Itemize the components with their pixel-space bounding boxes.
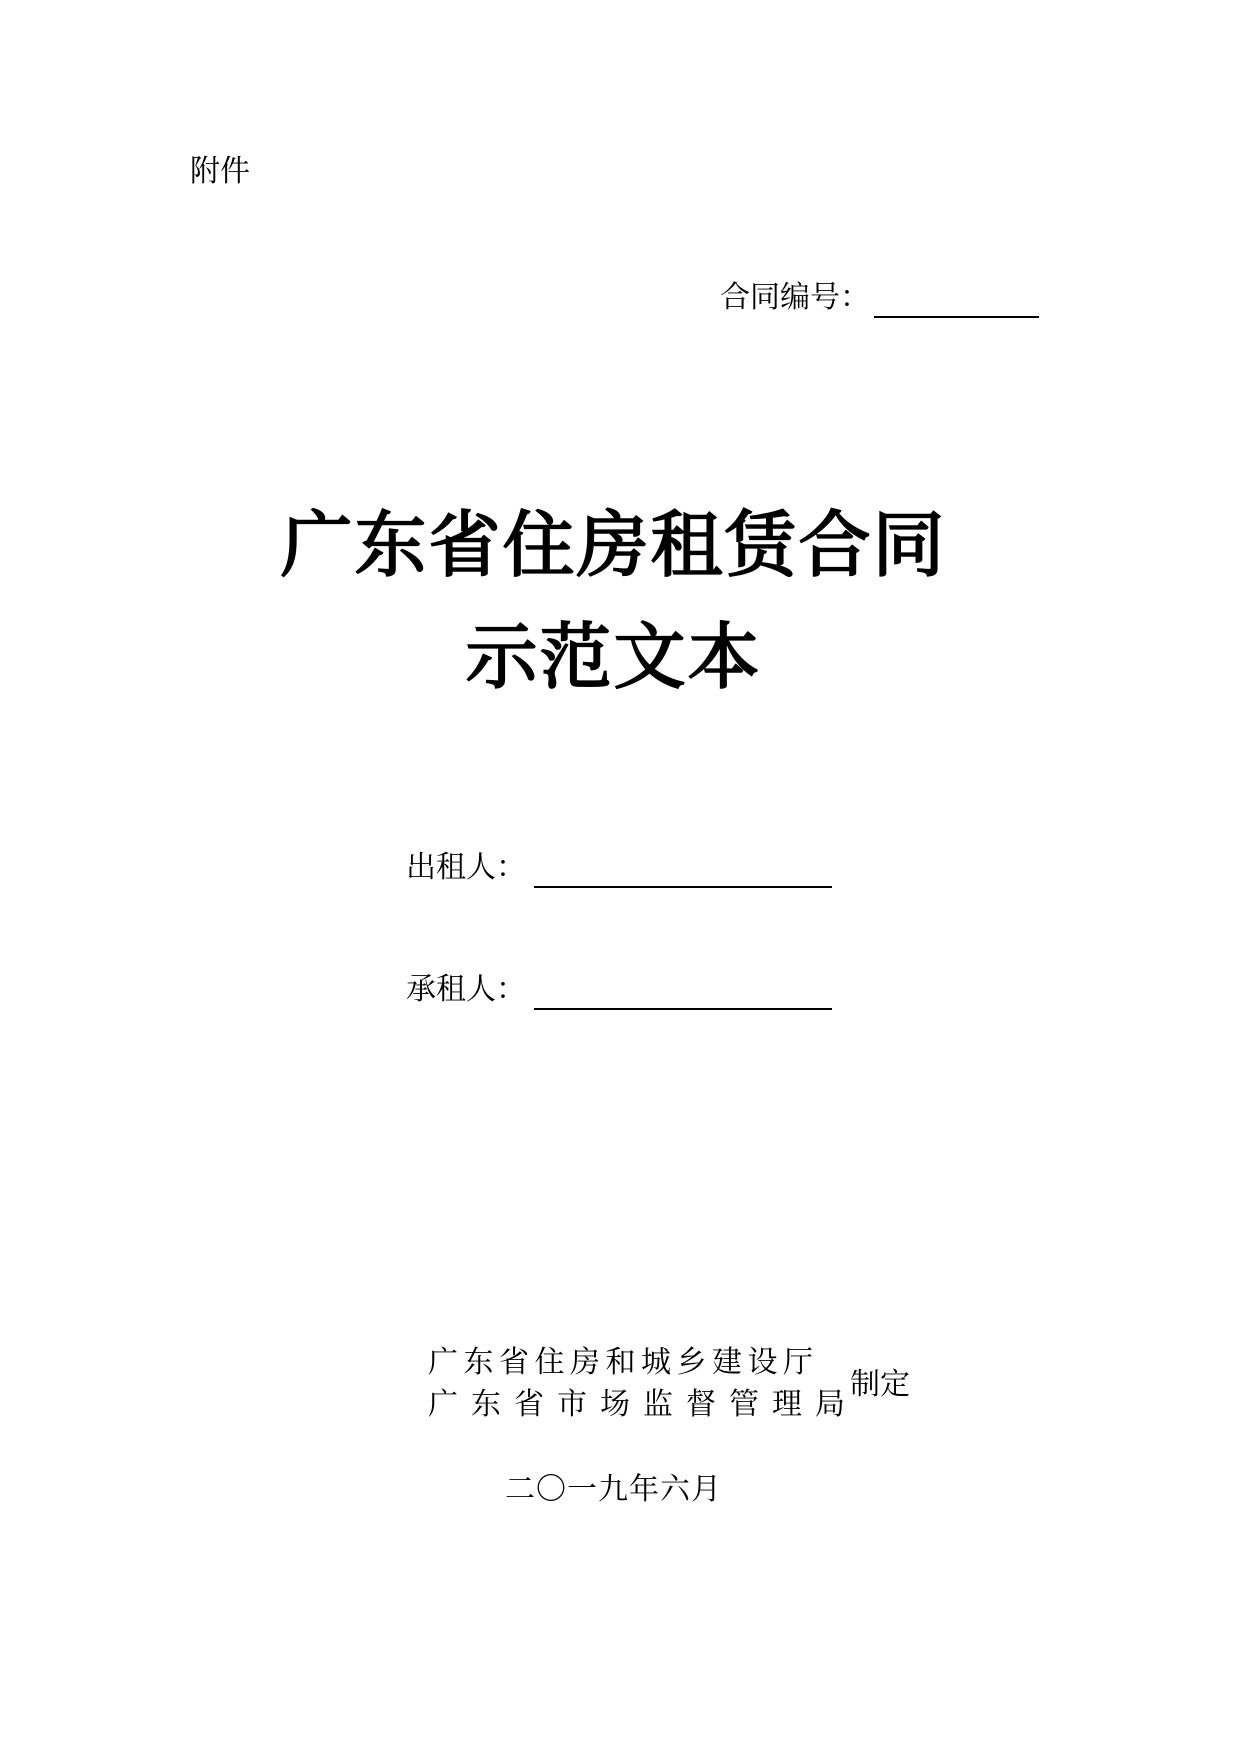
issue-date: 二〇一九年六月 (505, 1472, 722, 1507)
contract-number-row (720, 278, 1039, 318)
issuer-market-regulation-bureau: 广东省市场监督管理局 (428, 1387, 858, 1422)
lessee-blank[interactable] (534, 978, 832, 1010)
lessor-label: 出租人： (406, 850, 526, 885)
contract-number-blank[interactable] (874, 286, 1039, 318)
contract-number-label: 合同编号： (720, 280, 870, 315)
issuer-housing-department: 广东省住房和城乡建设厅 (428, 1345, 819, 1380)
issuing-organizations (428, 1342, 858, 1426)
made-label: 制定 (850, 1367, 910, 1402)
issue-date-row (0, 1470, 1239, 1510)
document-title-line1: 广东省住房租赁合同 (280, 502, 947, 587)
lessee-label: 承租人： (406, 972, 526, 1007)
lessee-row (406, 970, 832, 1010)
lessor-blank[interactable] (534, 856, 832, 888)
attachment-label: 附件 (190, 154, 250, 189)
lessor-row (406, 848, 832, 888)
document-title-line2: 示范文本 (465, 614, 762, 699)
